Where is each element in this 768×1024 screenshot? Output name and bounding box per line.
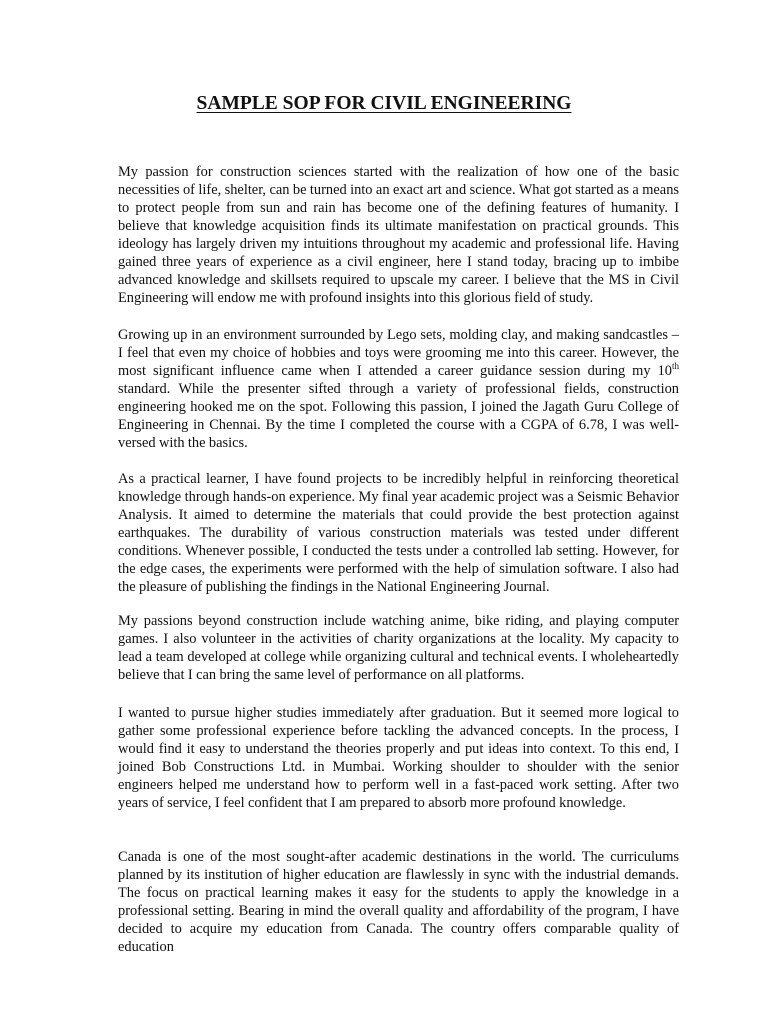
paragraph-experience: I wanted to pursue higher studies immediately after graduation. But it seemed more logical to gather some professional experience before tackling the advanced concepts. In the process, I would find it easy to understand the theories properly and put ideas into context. To this end, I joined Bob Constructions Ltd. in Mumbai. Working shoulder to shoulder with the senior engineers helped me understand how to perform well in a fast-paced work setting. After two years of service, I feel confident that I am prepared to absorb more profound knowledge. bbox=[118, 705, 679, 811]
paragraph-passion: My passion for construction sciences started with the realization of how one of the basic necessities of life, shelter, can be turned into an exact art and science. What got started as a means to protect people from sun and rain has become one of the defining features of humanity. I believe that knowledge acquisition finds its ultimate manifestation on practical grounds. This ideology has largely driven my intuitions throughout my academic and professional life. Having gained three years of experience as a civil engineer, here I stand today, bracing up to imbibe advanced knowledge and skillsets required to upscale my career. I believe that the MS in Civil Engineering will endow me with profound insights into this glorious field of study. bbox=[118, 164, 679, 306]
paragraph-growing-up bbox=[118, 326, 679, 452]
paragraph-canada: Canada is one of the most sought-after academic destinations in the world. The curriculums planned by its institution of higher education are flawlessly in sync with the industrial demands. The focus on practical learning makes it easy for the students to apply the knowledge in a professional setting. Bearing in mind the overall quality and affordability of the program, I have decided to acquire my education from Canada. The country offers comparable quality of education bbox=[118, 849, 679, 955]
document-title bbox=[0, 92, 768, 116]
paragraph-projects: As a practical learner, I have found projects to be incredibly helpful in reinforcing theoretical knowledge through hands-on experience. My final year academic project was a Seismic Behavior Analysis. It aimed to determine the materials that could provide the best protection against earthquakes. The durability of various construction materials was tested under different conditions. Whenever possible, I conducted the tests under a controlled lab setting. However, for the edge cases, the experiments were performed with the help of simulation software. I also had the pleasure of publishing the findings in the National Engineering Journal. bbox=[118, 471, 679, 595]
document-title-text: SAMPLE SOP FOR CIVIL ENGINEERING bbox=[196, 93, 572, 114]
paragraph-hobbies: My passions beyond construction include watching anime, bike riding, and playing computer games. I also volunteer in the activities of charity organizations at the locality. My capacity to lead a team developed at college while organizing cultural and technical events. I wholeheartedly believe that I can bring the same level of performance on all platforms. bbox=[118, 613, 679, 683]
superscript-th: th bbox=[671, 361, 679, 372]
paragraph-growing-up-part-1: Growing up in an environment surrounded by Lego sets, molding clay, and making sandcastles – I feel that even my choice of hobbies and toys were grooming me into this career. However, the most significant influence came when I attended a career guidance session during my 10 bbox=[118, 327, 679, 379]
paragraph-growing-up-part-2: standard. While the presenter sifted through a variety of professional fields, construction engineering hooked me on the spot. Following this passion, I joined the Jagath Guru College of Engineering in Chennai. By the time I completed the course with a CGPA of 6.78, I was well-versed with the basics. bbox=[118, 381, 679, 451]
